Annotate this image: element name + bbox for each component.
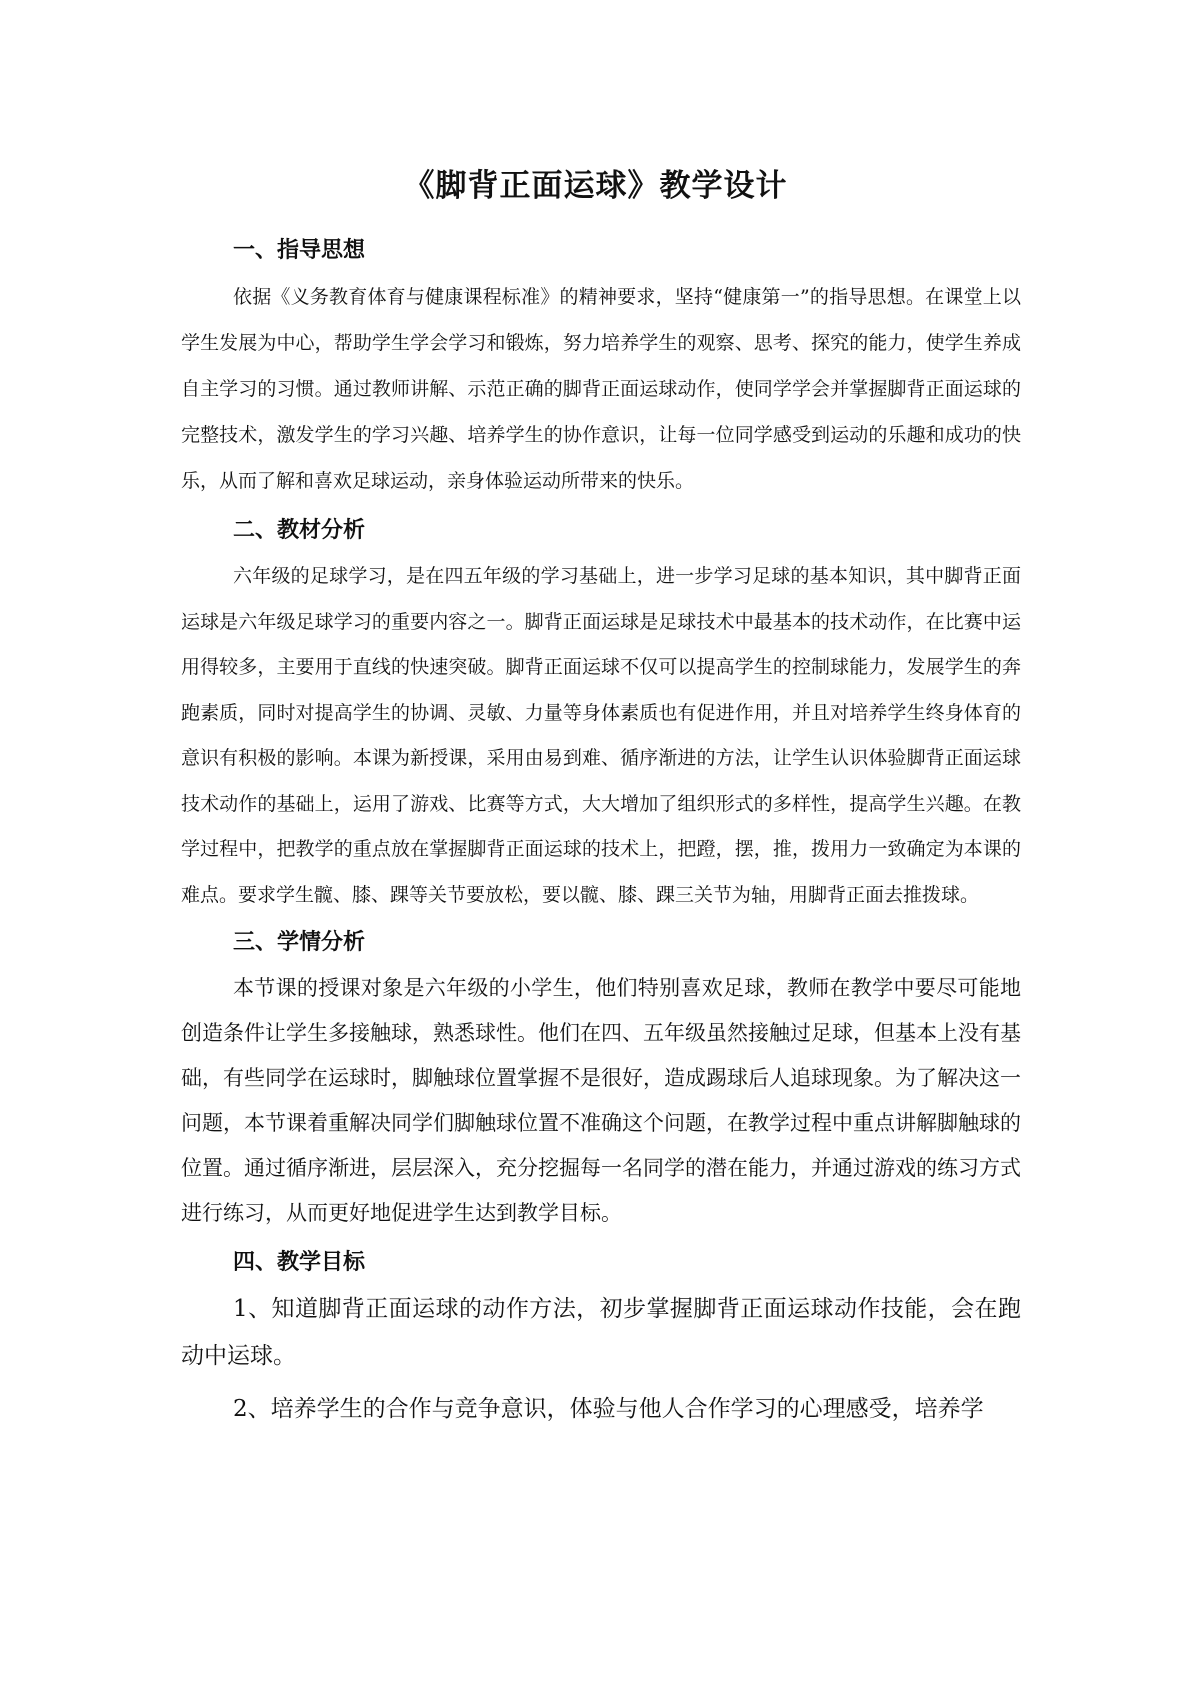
section-heading: 一、指导思想 bbox=[233, 238, 366, 263]
section-heading: 三、学情分析 bbox=[233, 930, 366, 955]
section-student-analysis bbox=[181, 924, 1021, 1236]
paragraph: 依据《义务教育体育与健康课程标准》的精神要求，坚持“健康第一”的指导思想。在课堂上以学生发展为中心，帮助学生学会学习和锻炼，努力培养学生的观察、思考、探究的能力，使学生养成自主学习的习惯。通过教师讲解、示范正确的脚背正面运球动作，使同学学会并掌握脚背正面运球的完整技术，激发学生的学习兴趣、培养学生的协作意识，让每一位同学感受到运动的乐趣和成功的快乐，从而了解和喜欢足球运动，亲身体验运动所带来的快乐。 bbox=[181, 286, 1021, 492]
section-teaching-objectives bbox=[181, 1244, 1021, 1433]
section-heading: 二、教材分析 bbox=[233, 518, 366, 543]
document-title: 《脚背正面运球》教学设计 bbox=[403, 168, 788, 204]
section-guiding-ideology bbox=[181, 232, 1021, 504]
section-heading: 四、教学目标 bbox=[233, 1250, 366, 1275]
objective-item: 2、培养学生的合作与竞争意识，体验与他人合作学习的心理感受，培养学 bbox=[233, 1396, 984, 1422]
document-body bbox=[181, 232, 1021, 1439]
section-material-analysis bbox=[181, 512, 1021, 918]
paragraph: 六年级的足球学习，是在四五年级的学习基础上，进一步学习足球的基本知识，其中脚背正面运球是六年级足球学习的重要内容之一。脚背正面运球是足球技术中最基本的技术动作，在比赛中运用得较多，主要用于直线的快速突破。脚背正面运球不仅可以提高学生的控制球能力，发展学生的奔跑素质，同时对提高学生的协调、灵敏、力量等身体素质也有促进作用，并且对培养学生终身体育的意识有积极的影响。本课为新授课，采用由易到难、循序渐进的方法，让学生认识体验脚背正面运球技术动作的基础上，运用了游戏、比赛等方式，大大增加了组织形式的多样性，提高学生兴趣。在教学过程中，把教学的重点放在掌握脚背正面运球的技术上，把蹬，摆，推，拨用力一致确定为本课的难点。要求学生髋、膝、踝等关节要放松，要以髋、膝、踝三关节为轴，用脚背正面去推拨球。 bbox=[181, 565, 1021, 906]
paragraph: 本节课的授课对象是六年级的小学生，他们特别喜欢足球，教师在教学中要尽可能地创造条件让学生多接触球，熟悉球性。他们在四、五年级虽然接触过足球，但基本上没有基础，有些同学在运球时，脚触球位置掌握不是很好，造成踢球后人追球现象。为了解决这一问题，本节课着重解决同学们脚触球位置不准确这个问题，在教学过程中重点讲解脚触球的位置。通过循序渐进，层层深入，充分挖掘每一名同学的潜在能力，并通过游戏的练习方式进行练习，从而更好地促进学生达到教学目标。 bbox=[181, 976, 1021, 1225]
objective-item: 1、知道脚背正面运球的动作方法，初步掌握脚背正面运球动作技能，会在跑动中运球。 bbox=[181, 1296, 1021, 1369]
